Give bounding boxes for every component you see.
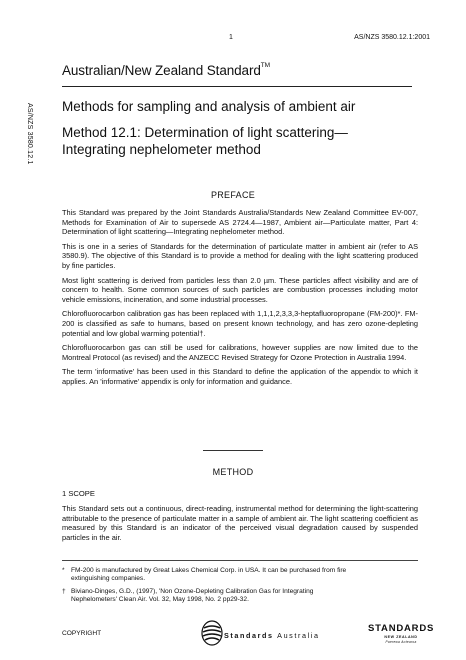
document-title: Methods for sampling and analysis of ambient air (62, 99, 356, 114)
preface-body (62, 208, 418, 392)
side-document-label: AS/NZS 3580.12.1 (26, 103, 33, 165)
sa-brand-text-2: Australia (277, 631, 320, 640)
method-heading: METHOD (212, 467, 254, 477)
snz-main-text: STANDARDS (368, 623, 435, 634)
standards-australia-wordmark (224, 631, 320, 640)
standard-title (62, 63, 270, 78)
page-number: 1 (229, 34, 233, 41)
footnote-text: FM-200 is manufactured by Great Lakes Chemical Corp. in USA. It can be purchased from fire (71, 567, 347, 574)
scope-heading: 1 SCOPE (62, 489, 95, 498)
footnote-text: Biviano-Dinges, G.D., (1997), 'Non Ozone-Depleting Calibration Gas for Integrating (71, 588, 314, 595)
preface-heading: PREFACE (210, 190, 256, 200)
footnote-mark: † (62, 588, 66, 595)
standard-title-text: Australian/New Zealand Standard (62, 63, 261, 78)
preface-paragraph: Chlorofluorocarbon gas can still be used for calibrations, however supplies are now limited due to the Montreal Protocol (as revised) and the ANZECC Revised Strategy for Ozone Protection in Australia 1994. (62, 343, 418, 362)
snz-tagline: Paerewa Aotearoa (385, 640, 417, 644)
copyright-label: COPYRIGHT (62, 630, 102, 637)
footnote-fm200 (62, 567, 418, 584)
method-title-line-2: Integrating nephelometer method (62, 142, 261, 157)
preface-paragraph: Most light scattering is derived from particles less than 2.0 µm. These particles affect visibility and are of concern to health. Some common sources of such particles are combustion processes including motor vehicle emissions, incineration, and some industrial processes. (62, 275, 418, 304)
method-title-line-1: Method 12.1: Determination of light scattering— (62, 125, 348, 140)
scope-body: This Standard sets out a continuous, direct-reading, instrumental method for determining the light-scattering attributable to the presence of particulate matter in a sample of ambient air. The light scattering coefficient as measured by this Standard is an indicator of the perceived visual degradation caused by suspended particles in the air. (62, 504, 418, 542)
footnote-mark: * (62, 567, 65, 574)
preface-paragraph: This is one in a series of Standards for the determination of particulate matter in ambient air (refer to AS 3580.9). The objective of this Standard is to provide a method for dealing with the light scattering produced by fine particles. (62, 241, 418, 270)
preface-paragraph: Chlorofluorocarbon calibration gas has been replaced with 1,1,1,2,3,3,3-heptafluoropropane (FM-200)*. FM-200 is classified as safe to humans, based on present known technology, and has zero ozone-depleting potential and low global warming potential†. (62, 309, 418, 338)
document-id: AS/NZS 3580.12.1:2001 (354, 34, 430, 41)
method-title (62, 124, 422, 158)
trademark-mark: TM (260, 62, 270, 69)
footnote-reference (62, 588, 418, 605)
preface-paragraph: This Standard was prepared by the Joint Standards Australia/Standards New Zealand Committee EV-007, Methods for Examination of Air to supersede AS 2724.4—1987, Ambient air—Particulate matter, Part 4: Determination of light scattering—Integrating nephelometer method. (62, 208, 418, 237)
standards-new-zealand-logo (368, 623, 434, 644)
sa-brand-text: Standards (224, 631, 274, 640)
snz-sub-text: NEW ZEALAND (384, 635, 418, 639)
preface-paragraph: The term 'informative' has been used in this Standard to define the application of the appendix to which it applies. An 'informative' appendix is only for information and guidance. (62, 367, 418, 386)
standards-australia-logo-icon (201, 620, 223, 646)
footnote-text: extinguishing companies. (71, 575, 146, 583)
footnote-text: Nephelometers' Clean Air. Vol. 32, May 1998, No. 2 pp29-32. (71, 596, 249, 604)
section-divider (203, 450, 263, 451)
title-rule (62, 86, 412, 87)
footnote-rule (62, 560, 418, 561)
